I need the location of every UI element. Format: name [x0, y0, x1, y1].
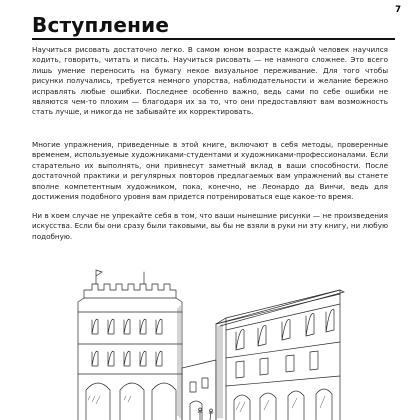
sketch-lines: [78, 270, 344, 420]
page-title: Вступление: [32, 13, 170, 37]
street-sketch-illustration: [40, 250, 370, 420]
paragraph-2: Многие упражнения, приведенные в этой книге, включают в себя методы, проверенные временем, используемые художниками-студентами и художниками-профессионалами. Если старательно их выполнять, они привнесут заметный вклад в ваши способности. После достаточной практики и регулярных повторов предлагаемых вам упражнений вы станете вполне компетентным художником, пока, конечно, не Леонардо да Винчи, ведь для достижения подобного уровня вам придется потренироваться еще какое-то время.: [32, 140, 388, 202]
page-number: 7: [395, 5, 401, 15]
paragraph-3: Ни в коем случае не упрекайте себя в том, что ваши нынешние рисунки — не произведения искусства. Если бы они сразу были таковыми, вы бы не взяли в руки ни эту книгу, ни любую подобную.: [32, 211, 388, 241]
paragraph-1: Научиться рисовать достаточно легко. В самом юном возрасте каждый человек научился ходить, говорить, читать и писать. Научиться рисовать — не намного сложнее. Это всего лишь умение переносить на бумагу некое визуальное переживание. Для того чтобы рисунки получались, требуется немного упорства, наблюдательности и желание бережно исправлять любые ошибки. Последнее особенно важно, ведь сами по себе ошибки не являются чем-то плохим — благодаря их за то, что они предоставляют вам возможность стать лучше, и никогда не забывайте их корректировать.: [32, 45, 388, 117]
title-bar: [32, 13, 395, 40]
